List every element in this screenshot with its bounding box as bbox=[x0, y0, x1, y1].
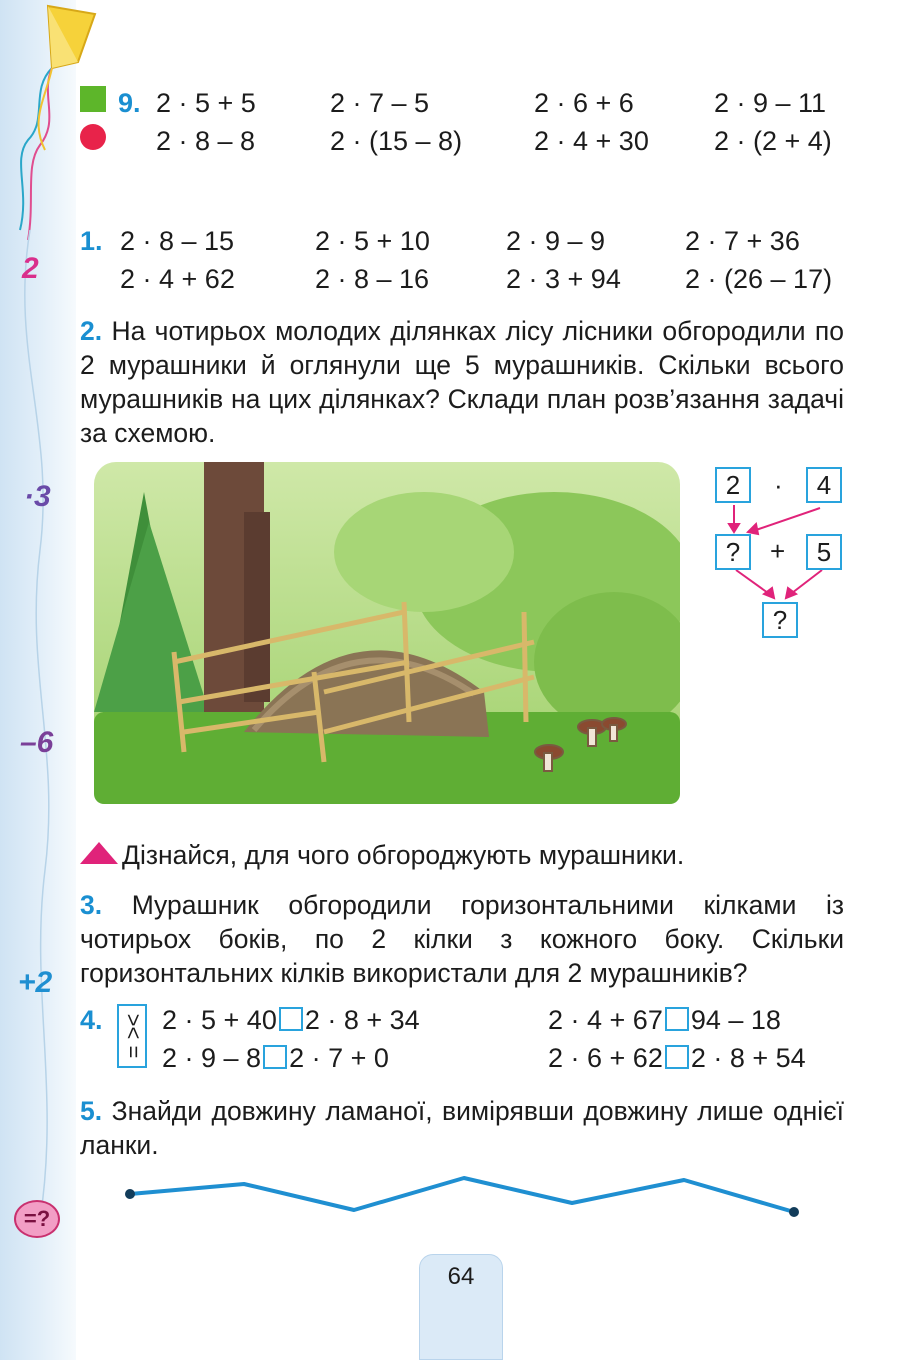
ex4-item-2 bbox=[548, 1004, 781, 1036]
ex1-r2-c3: 2 · 3 + 94 bbox=[506, 264, 621, 294]
ex1-r1-c2: 2 · 5 + 10 bbox=[315, 226, 430, 256]
exercise-2-text: На чотирьох молодих ділянках лісу лісники обгородили по 2 мурашники й оглянули ще 5 мурашників. Скільки всього мурашників на цих ділянках? Склади план розв’язання задачі за схемою. bbox=[80, 316, 844, 448]
exercise-4-number: 4. bbox=[80, 1005, 103, 1035]
ex4-item-1-right: 2 · 8 + 34 bbox=[304, 1005, 420, 1035]
ex9-r2-c3: 2 · 4 + 30 bbox=[534, 126, 649, 156]
exercise-5 bbox=[80, 1094, 844, 1162]
ex4-item-1-answer-box[interactable] bbox=[279, 1007, 303, 1031]
ex4-item-4-right: 2 · 8 + 54 bbox=[690, 1043, 806, 1073]
ex4-item-4 bbox=[548, 1042, 806, 1074]
margin-number-3: ·3 bbox=[24, 480, 51, 513]
margin-number-plus2: +2 bbox=[18, 966, 53, 999]
red-circle-icon bbox=[80, 124, 106, 150]
ex4-item-4-answer-box[interactable] bbox=[665, 1045, 689, 1069]
ex4-item-1-left: 2 · 5 + 40 bbox=[162, 1005, 277, 1035]
comparison-signs: >< = bbox=[121, 1013, 146, 1059]
ex9-r1-c4: 2 · 9 – 11 bbox=[714, 88, 827, 118]
page-number: 64 bbox=[447, 1263, 475, 1290]
exercise-3 bbox=[80, 888, 844, 990]
pink-triangle-icon bbox=[80, 842, 118, 866]
scheme-multiply-sign: · bbox=[774, 470, 783, 500]
page-number-tab bbox=[419, 1254, 503, 1360]
ex4-item-3 bbox=[162, 1042, 389, 1074]
exercise-5-text: Знайди довжину ламаної, вимірявши довжину лише однієї ланки. bbox=[80, 1096, 845, 1160]
ex9-r1-c2: 2 · 7 – 5 bbox=[330, 88, 430, 118]
green-square-icon bbox=[80, 86, 106, 112]
exercise-3-text: Мурашник обгородили горизонтальними кілками із чотирьох боків, по 2 кілки з кожного боку. Скільки горизонтальних кілків використали для 2 мурашників? bbox=[80, 890, 845, 988]
margin-number-6: –6 bbox=[20, 726, 54, 759]
ex4-item-2-right: 94 – 18 bbox=[690, 1005, 781, 1035]
ex4-item-2-answer-box[interactable] bbox=[665, 1007, 689, 1031]
ex4-item-3-right: 2 · 7 + 0 bbox=[289, 1043, 389, 1073]
question-badge-icon: =? bbox=[14, 1200, 60, 1238]
margin-number-2: 2 bbox=[22, 252, 39, 285]
ex9-r2-c4: 2 · (2 + 4) bbox=[714, 126, 832, 156]
scheme-box-5: 5 bbox=[806, 534, 842, 570]
ex4-item-4-left: 2 · 6 + 62 bbox=[548, 1043, 663, 1073]
exercise-2-number: 2. bbox=[80, 316, 103, 346]
scheme-box-unknown-1: ? bbox=[715, 534, 751, 570]
forest-anthill-illustration bbox=[94, 462, 680, 804]
ex4-item-3-answer-box[interactable] bbox=[263, 1045, 287, 1069]
exercise-3-number: 3. bbox=[80, 890, 103, 920]
ex1-r2-c2: 2 · 8 – 16 bbox=[315, 264, 430, 294]
broken-line-figure bbox=[120, 1168, 810, 1224]
ex1-r1-c3: 2 · 9 – 9 bbox=[506, 226, 606, 256]
exercise-5-number: 5. bbox=[80, 1096, 103, 1126]
ex4-item-2-left: 2 · 4 + 67 bbox=[548, 1005, 663, 1035]
scheme-plus-sign: + bbox=[770, 536, 786, 566]
scheme-box-2: 2 bbox=[715, 467, 751, 503]
exercise-1-number: 1. bbox=[80, 226, 103, 256]
ex9-r1-c3: 2 · 6 + 6 bbox=[534, 88, 634, 118]
scheme-box-4: 4 bbox=[806, 467, 842, 503]
ex4-item-3-left: 2 · 9 – 8 bbox=[162, 1043, 262, 1073]
ex4-item-1 bbox=[162, 1004, 420, 1036]
ex1-r2-c1: 2 · 4 + 62 bbox=[120, 264, 235, 294]
note-text: Дізнайся, для чого обгороджують мурашники. bbox=[122, 840, 685, 870]
ex9-r2-c1: 2 · 8 – 8 bbox=[156, 126, 256, 156]
exercise-9-number: 9. bbox=[118, 88, 141, 118]
ex1-r1-c1: 2 · 8 – 15 bbox=[120, 226, 235, 256]
ex9-r1-c1: 2 · 5 + 5 bbox=[156, 88, 256, 118]
scheme-box-result: ? bbox=[762, 602, 798, 638]
ex9-r2-c2: 2 · (15 – 8) bbox=[330, 126, 463, 156]
ex1-r1-c4: 2 · 7 + 36 bbox=[685, 226, 800, 256]
comparison-signs-box bbox=[117, 1004, 147, 1068]
ex1-r2-c4: 2 · (26 – 17) bbox=[685, 264, 833, 294]
exercise-2 bbox=[80, 314, 844, 450]
